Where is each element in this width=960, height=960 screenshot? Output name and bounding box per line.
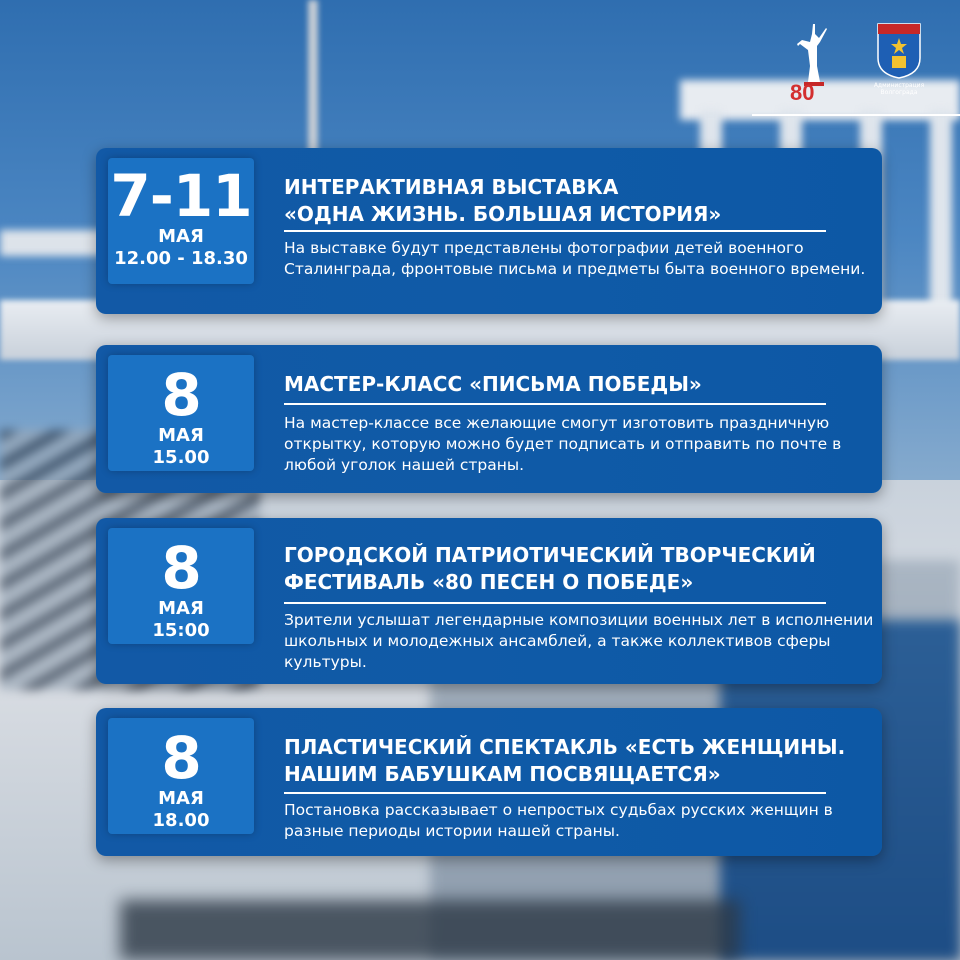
event-description: Зрители услышат легендарные композиции военных лет в исполнении школьных и молодежных ансамблей, а также коллективов сферы культуры. bbox=[284, 611, 874, 671]
event-title bbox=[284, 174, 721, 228]
event-title-line: ПЛАСТИЧЕСКИЙ СПЕКТАКЛЬ «ЕСТЬ ЖЕНЩИНЫ. bbox=[284, 735, 846, 759]
event-title bbox=[284, 371, 702, 398]
title-underline bbox=[284, 403, 826, 405]
event-title-line: НАШИМ БАБУШКАМ ПОСВЯЩАЕТСЯ» bbox=[284, 762, 721, 786]
event-date-box bbox=[108, 718, 254, 834]
event-time: 12.00 - 18.30 bbox=[114, 248, 248, 269]
event-title bbox=[284, 542, 816, 596]
event-title-line: МАСТЕР-КЛАСС «ПИСЬМА ПОБЕДЫ» bbox=[284, 372, 702, 396]
event-description: На мастер-классе все желающие смогут изготовить праздничную открытку, которую можно будет подписать и отправить по почте в любой уголок нашей страны. bbox=[284, 414, 842, 474]
event-date: 7-11 bbox=[110, 162, 252, 230]
event-time: 15.00 bbox=[152, 447, 210, 468]
admin-label: Администрация Волгограда bbox=[873, 82, 925, 96]
event-title-line: ГОРОДСКОЙ ПАТРИОТИЧЕСКИЙ ТВОРЧЕСКИЙ bbox=[284, 543, 816, 567]
logo-80-text: 80 bbox=[790, 80, 815, 104]
coat-of-arms-icon bbox=[874, 20, 924, 80]
event-description: На выставке будут представлены фотографии детей военного Сталинграда, фронтовые письма и предметы быта военного времени. bbox=[284, 239, 866, 278]
event-month: МАЯ bbox=[158, 226, 204, 247]
event-card-3 bbox=[96, 518, 882, 684]
event-date-box bbox=[108, 355, 254, 471]
header-divider bbox=[752, 114, 960, 116]
event-description: Постановка рассказывает о непростых судьбах русских женщин в разные периоды истории нашей страны. bbox=[284, 801, 833, 840]
title-underline bbox=[284, 792, 826, 794]
event-date-box bbox=[108, 158, 254, 284]
event-month: МАЯ bbox=[158, 425, 204, 446]
event-date: 8 bbox=[161, 534, 201, 602]
event-month: МАЯ bbox=[158, 788, 204, 809]
event-card-1 bbox=[96, 148, 882, 314]
title-underline bbox=[284, 230, 826, 232]
event-month: МАЯ bbox=[158, 598, 204, 619]
event-title-line: «ОДНА ЖИЗНЬ. БОЛЬШАЯ ИСТОРИЯ» bbox=[284, 202, 722, 226]
event-card-2 bbox=[96, 345, 882, 493]
event-date-box bbox=[108, 528, 254, 644]
event-title bbox=[284, 734, 845, 788]
title-underline bbox=[284, 602, 826, 604]
header-logos bbox=[780, 18, 960, 118]
event-time: 18.00 bbox=[152, 810, 210, 831]
motherland-80-logo bbox=[786, 20, 836, 104]
event-title-line: ФЕСТИВАЛЬ «80 ПЕСЕН О ПОБЕДЕ» bbox=[284, 570, 694, 594]
event-card-4 bbox=[96, 708, 882, 856]
event-date: 8 bbox=[161, 361, 201, 429]
event-title-line: ИНТЕРАКТИВНАЯ ВЫСТАВКА bbox=[284, 175, 619, 199]
event-time: 15:00 bbox=[152, 620, 210, 641]
event-date: 8 bbox=[161, 724, 201, 792]
